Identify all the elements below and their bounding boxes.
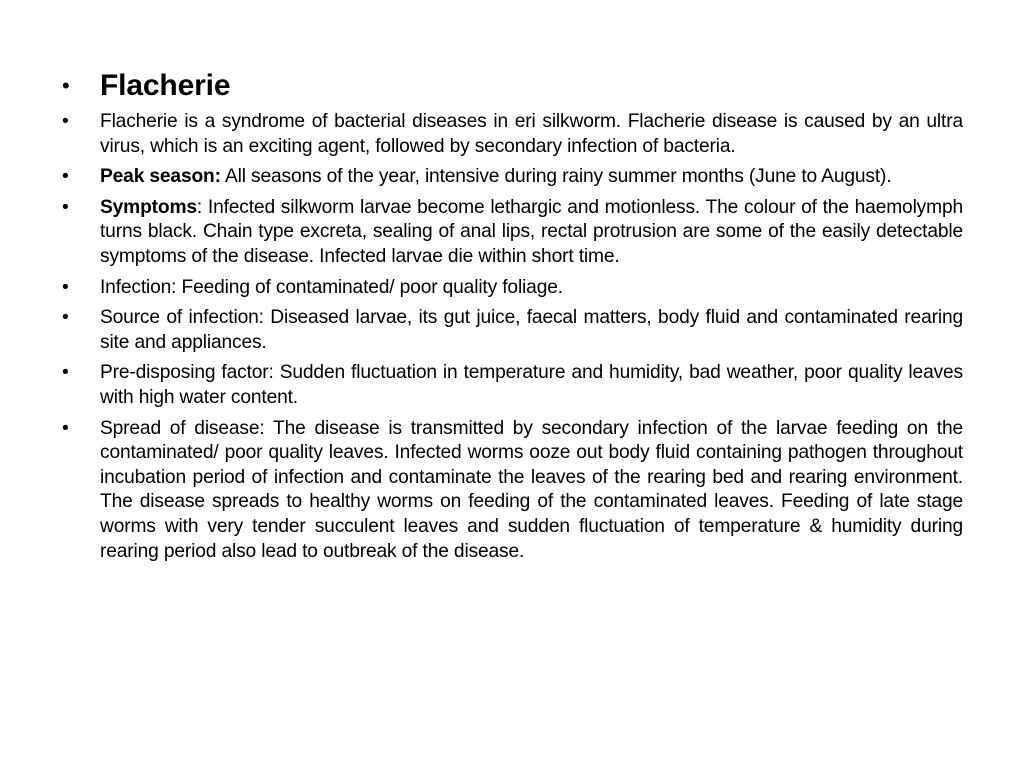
list-item-lead: Symptoms	[100, 196, 197, 218]
list-item-text: Flacherie is a syndrome of bacterial diseases in eri silkworm. Flacherie disease is caused by an ultra virus, which is an exciting agent, followed by secondary infection of bacteria.	[100, 111, 963, 157]
list-item-text: All seasons of the year, intensive during rainy summer months (June to August).	[220, 166, 892, 188]
list-item-infection	[62, 276, 963, 301]
bullet-icon: •	[62, 276, 69, 298]
list-item-source	[62, 306, 963, 355]
list-item-text: Infection: Feeding of contaminated/ poor quality foliage.	[100, 276, 563, 298]
list-item-symptoms	[62, 196, 963, 270]
list-item-lead: Peak season:	[100, 166, 221, 188]
bullet-icon: •	[62, 166, 69, 188]
bullet-icon: •	[62, 111, 69, 132]
list-item-text: Spread of disease: The disease is transmitted by secondary infection of the larvae feeding on the contaminated/ poor quality leaves. Infected worms ooze out body fluid containing pathogen throughout incubation period of infection and contaminate the leaves of the rearing bed and rearing environment. The disease spreads to healthy worms on feeding of the contaminated leaves. Feeding of late stage worms with very tender succulent leaves and sudden fluctuation of temperature & humidity during rearing period also lead to outbreak of the disease.	[100, 417, 963, 562]
list-item-text: Source of infection: Diseased larvae, its gut juice, faecal matters, body fluid and contaminated rearing site and appliances.	[100, 307, 963, 353]
bullet-list	[62, 66, 963, 564]
slide-content	[62, 66, 963, 570]
list-item-predisposing	[62, 361, 963, 410]
slide-title-text: Flacherie	[100, 69, 231, 102]
list-item-text: Pre-disposing factor: Sudden fluctuation in temperature and humidity, bad weather, poor quality leaves with high water content.	[100, 362, 963, 408]
bullet-icon: •	[62, 73, 70, 98]
bullet-icon: •	[62, 196, 69, 218]
list-item-spread	[62, 417, 963, 565]
list-item-peak-season	[62, 165, 963, 190]
bullet-icon: •	[62, 362, 69, 384]
bullet-icon: •	[62, 417, 69, 439]
list-item-definition	[62, 110, 963, 159]
bullet-icon: •	[62, 307, 69, 329]
list-item-text: : Infected silkworm larvae become lethargic and motionless. The colour of the haemolymph turns black. Chain type excreta, sealing of anal lips, rectal protrusion are some of the easily detectable symptoms of the disease. Infected larvae die within short time.	[100, 196, 963, 267]
slide-title	[62, 66, 963, 106]
